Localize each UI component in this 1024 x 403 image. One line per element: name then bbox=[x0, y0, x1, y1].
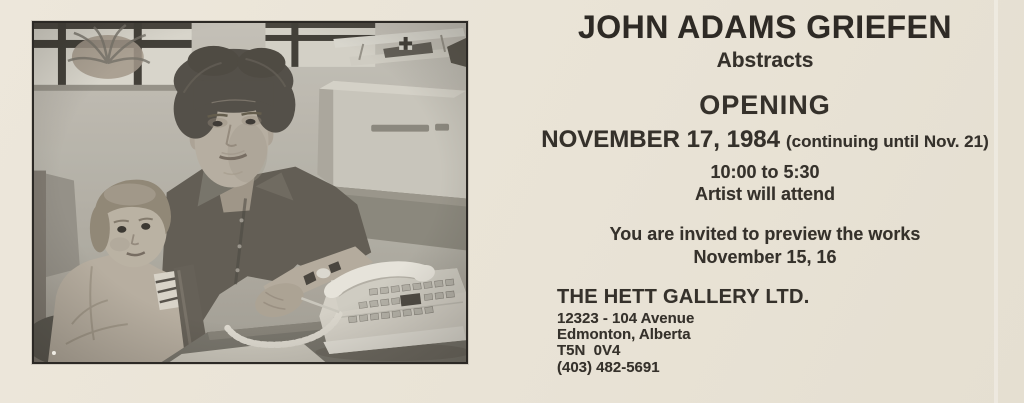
gallery-address-line2: Edmonton, Alberta bbox=[557, 326, 691, 343]
gallery-postal-code: T5N 0V4 bbox=[557, 342, 621, 359]
preview-dates: November 15, 16 bbox=[693, 247, 837, 267]
artist-attendance-note: Artist will attend bbox=[694, 184, 835, 204]
event-date-note: (continuing until Nov. 21) bbox=[786, 132, 989, 151]
gallery-phone: (403) 482-5691 bbox=[557, 359, 660, 376]
vignette bbox=[34, 23, 466, 362]
dust-speck bbox=[52, 351, 56, 355]
opening-heading: OPENING bbox=[699, 90, 831, 120]
preview-invitation: You are invited to preview the works bbox=[609, 224, 921, 244]
exhibit-title: Abstracts bbox=[716, 49, 814, 72]
artist-photo-scene bbox=[34, 23, 466, 362]
event-date-line bbox=[506, 126, 1024, 154]
gallery-name: THE HETT GALLERY LTD. bbox=[557, 286, 810, 308]
artist-name: JOHN ADAMS GRIEFEN bbox=[577, 9, 953, 45]
gallery-address-line1: 12323 - 104 Avenue bbox=[557, 310, 695, 327]
artist-photo bbox=[32, 21, 468, 364]
event-hours: 10:00 to 5:30 bbox=[710, 162, 820, 182]
invitation-text bbox=[506, 0, 1024, 403]
event-date: NOVEMBER 17, 1984 bbox=[541, 126, 781, 153]
